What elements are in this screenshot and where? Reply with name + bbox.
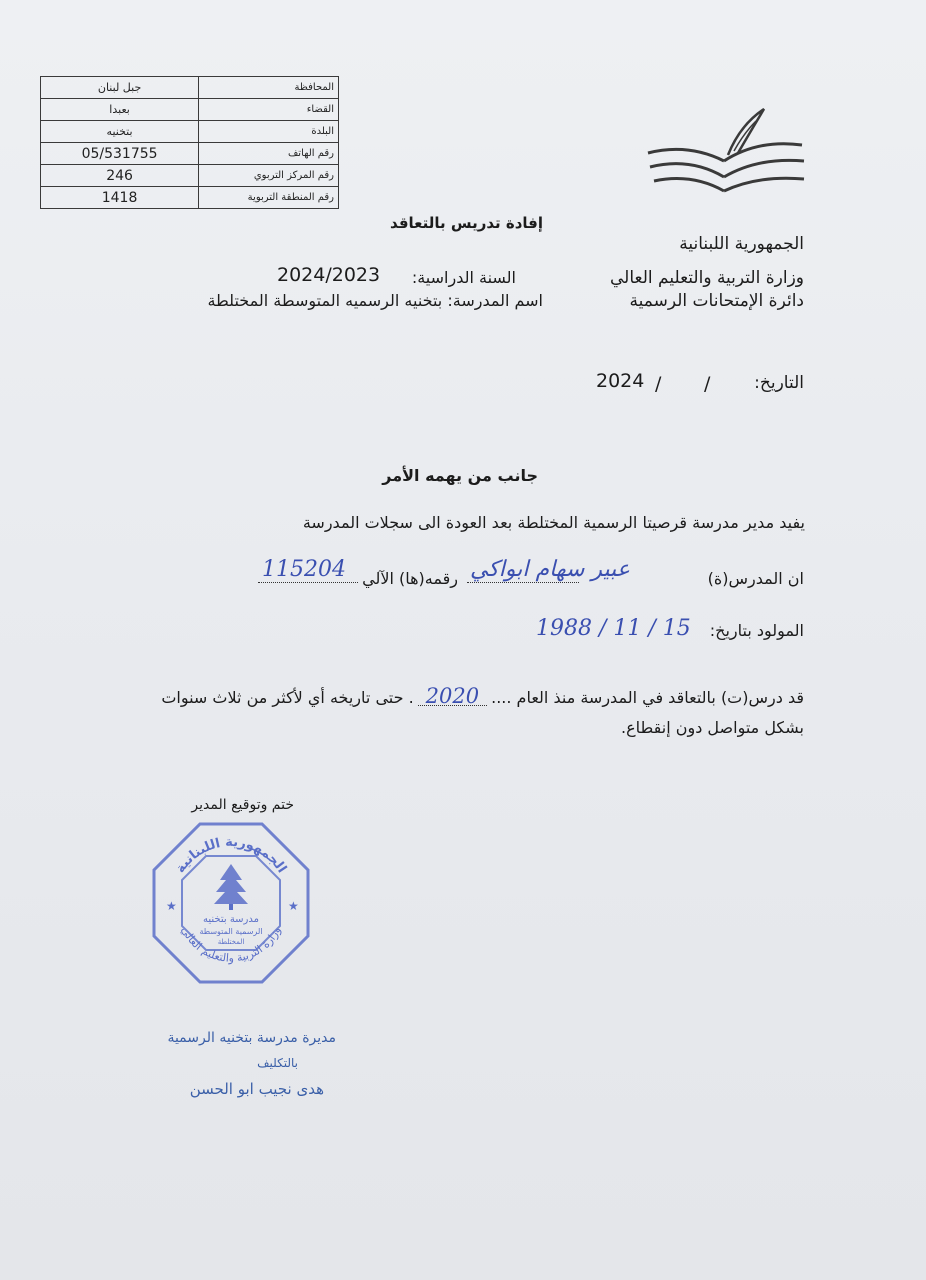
teacher-number-handwritten: 115204	[262, 557, 346, 582]
republic-name: الجمهورية اللبنانية	[679, 234, 804, 254]
studied-line	[161, 684, 804, 708]
info-row	[41, 99, 339, 121]
svg-text:★: ★	[166, 899, 177, 913]
signature-label: ختم وتوقيع المدير	[191, 797, 294, 813]
info-row	[41, 77, 339, 99]
date-slash: /	[655, 373, 662, 395]
info-value: 246	[41, 165, 199, 187]
principal-line-2: بالتكليف	[257, 1056, 298, 1070]
principal-name: هدى نجيب ابو الحسن	[189, 1080, 324, 1098]
info-value: بعبدا	[41, 99, 199, 121]
info-value: بتخنيه	[41, 121, 199, 143]
info-value: جبل لبنان	[41, 77, 199, 99]
stamp-top-text: الجمهورية اللبنانية	[172, 834, 290, 876]
intro-line: يفيد مدير مدرسة قرصيتا الرسمية المختلطة بعد العودة الى سجلات المدرسة	[302, 513, 805, 532]
stamp-center-2: الرسمية المتوسطة	[199, 927, 263, 936]
studied-before: قد درس(ت) بالتعاقد في المدرسة منذ العام ....	[491, 688, 804, 707]
number-dotted-line	[258, 582, 358, 583]
school-stamp	[148, 818, 314, 988]
info-label: رقم المركز التربوي	[199, 165, 339, 187]
ministry-name: وزارة التربية والتعليم العالي	[609, 268, 804, 288]
date-year: 2024	[596, 370, 645, 392]
principal-line-1: مديرة مدرسة بتخنيه الرسمية	[167, 1030, 336, 1046]
date-slash: /	[704, 373, 711, 395]
teacher-label: ان المدرس(ة)	[707, 569, 804, 588]
number-label: رقمه(ها) الآلي	[362, 569, 458, 588]
school-line	[207, 291, 543, 310]
studied-line-2: بشكل متواصل دون إنقطاع.	[621, 718, 804, 737]
stamp-center-3: المختلطة	[217, 938, 245, 946]
info-row	[41, 121, 339, 143]
info-label: القضاء	[199, 99, 339, 121]
info-label: المحافظة	[199, 77, 339, 99]
info-value: 1418	[41, 187, 199, 209]
info-row	[41, 143, 339, 165]
svg-text:★: ★	[288, 899, 299, 913]
cedar-icon	[214, 864, 248, 910]
school-value: بتخنيه الرسميه المتوسطة المختلطة	[207, 291, 443, 310]
info-table	[40, 76, 339, 209]
stamp-bottom-text: وزارة التربية والتعليم العالي	[178, 924, 284, 965]
info-label: رقم الهاتف	[199, 143, 339, 165]
stamp-center-1: مدرسة بتخنيه	[202, 914, 260, 925]
school-label: اسم المدرسة:	[447, 291, 543, 310]
since-year-handwritten: 2020	[418, 687, 487, 706]
info-value: 05/531755	[41, 143, 199, 165]
teacher-name-handwritten: عبير سهام ابواكي	[470, 557, 630, 582]
info-row	[41, 187, 339, 209]
info-label: رقم المنطقة التربوية	[199, 187, 339, 209]
date-label: التاريخ:	[754, 373, 804, 393]
birth-date-handwritten: 1988 / 11 / 15	[536, 616, 691, 641]
year-label: السنة الدراسية:	[411, 268, 516, 287]
department-name: دائرة الإمتحانات الرسمية	[629, 291, 804, 311]
to-whom-heading: جانب من يهمه الأمر	[382, 466, 538, 485]
info-row	[41, 165, 339, 187]
teacher-dotted-line	[467, 582, 579, 583]
studied-after: . حتى تاريخه أي لأكثر من ثلاث سنوات	[161, 688, 414, 707]
year-value: 2024/2023	[277, 264, 381, 286]
document-title: إفادة تدريس بالتعاقد	[390, 214, 543, 232]
ministry-logo-icon	[640, 105, 810, 200]
info-label: البلدة	[199, 121, 339, 143]
birth-label: المولود بتاريخ:	[709, 621, 804, 640]
